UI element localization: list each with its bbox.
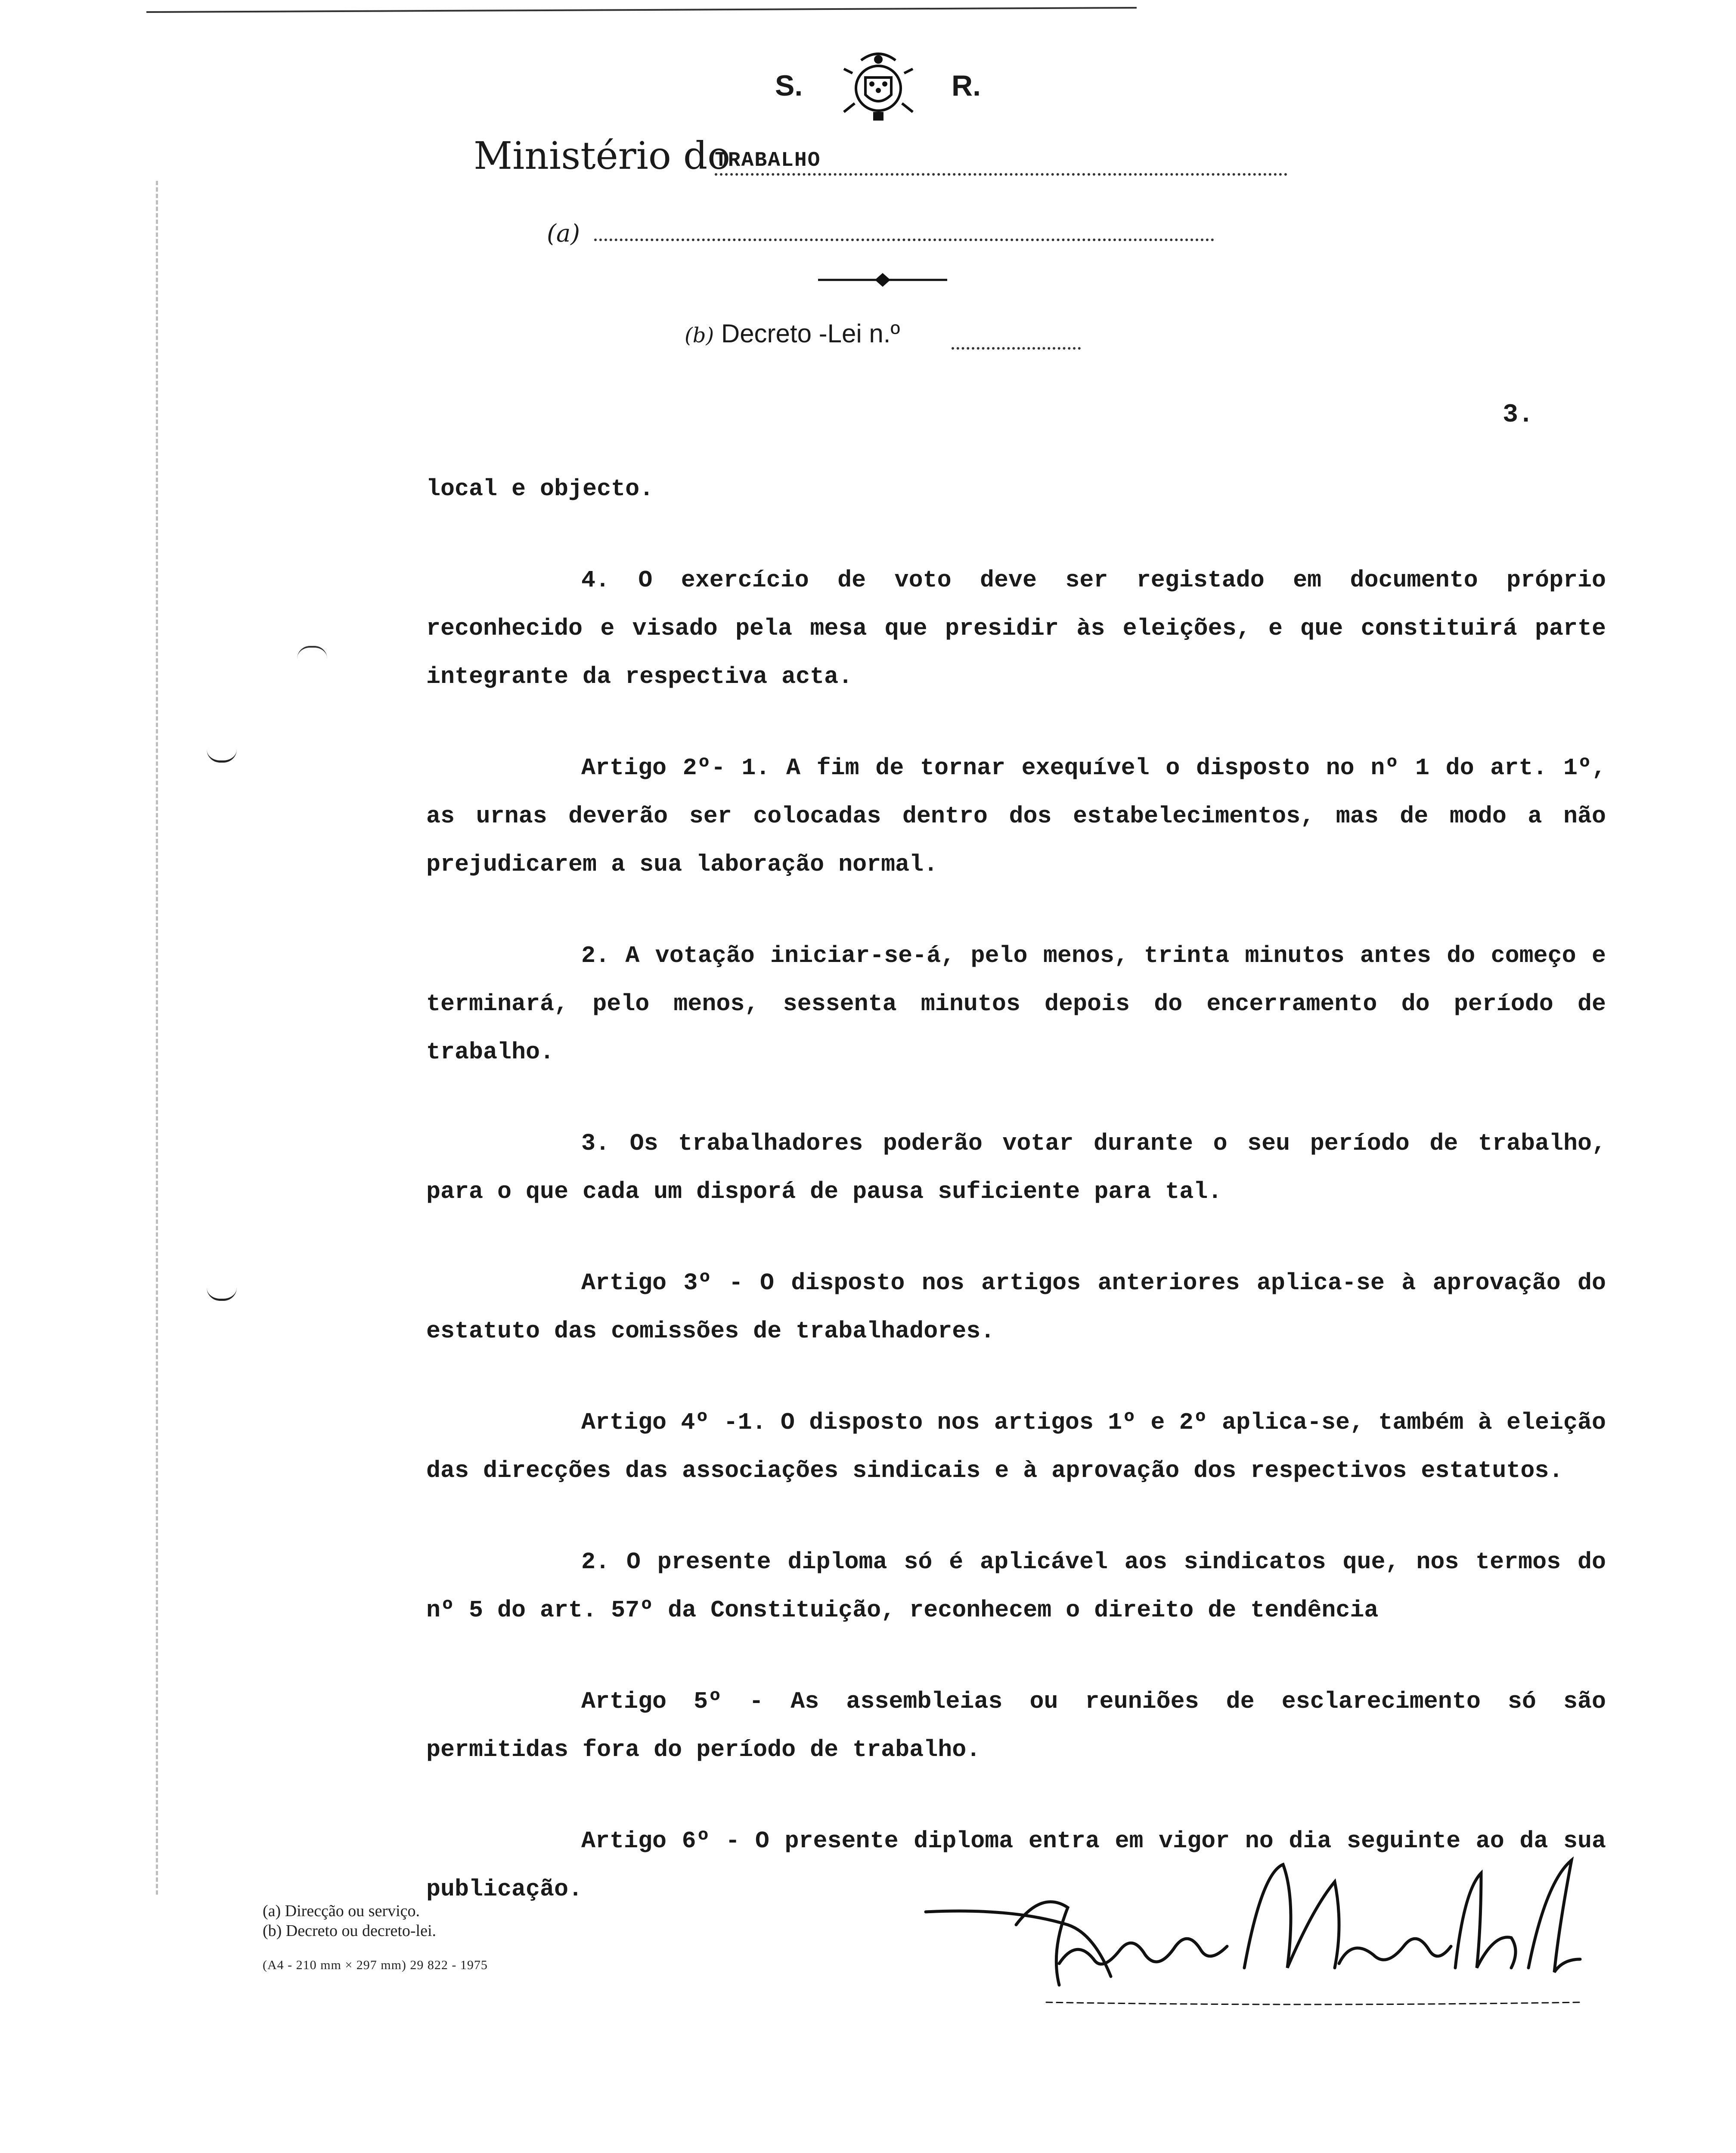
paragraph-text: Artigo 5º - As assembleias ou reuniões de esclarecimento só são permitidas fora do período de trabalho. [426, 1688, 1606, 1763]
ministry-value: TRABALHO [715, 149, 821, 172]
fill-line [594, 239, 1214, 241]
service-line [547, 211, 1218, 250]
article-paragraph [426, 744, 1606, 889]
article-paragraph [426, 932, 1606, 1076]
decree-marker: (b) [685, 323, 714, 347]
paragraph-text: Artigo 3º - O disposto nos artigos anteriores aplica-se à aprovação do estatuto das comissões de trabalhadores. [426, 1269, 1606, 1345]
paragraph-text: 4. O exercício de voto deve ser registado em documento próprio reconhecido e visado pela mesa que presidir às eleições, e que constituirá parte integrante da respectiva acta. [426, 567, 1606, 690]
scan-mark [297, 646, 327, 659]
paragraph-text: Artigo 4º -1. O disposto nos artigos 1º e 2º aplica-se, também à eleição das direcções das associações sindicais e à aprovação dos respectivos estatutos. [426, 1409, 1606, 1484]
paragraph-text: 2. O presente diploma só é aplicável aos sindicatos que, nos termos do nº 5 do art. 57º da Constituição, reconhecem o direito de tendência [426, 1548, 1606, 1624]
paragraph-text: local e objecto. [426, 475, 654, 503]
coat-of-arms-icon [835, 47, 921, 125]
decree-label-text: Decreto -Lei n.º [721, 319, 900, 348]
decree-label [685, 319, 900, 348]
decree-line [685, 310, 1115, 357]
header-letter-s: S. [775, 69, 803, 102]
footnote-a: (a) Direcção ou serviço. [263, 1902, 420, 1920]
republic-header [749, 47, 1016, 133]
handwritten-signature [917, 1839, 1606, 2020]
paragraph-text: Artigo 6º - O presente diploma entra em vigor no dia seguinte ao da sua publicação. [426, 1827, 1606, 1903]
document-body [426, 465, 1606, 1957]
continuation-paragraph [426, 465, 1606, 513]
article-paragraph [426, 1120, 1606, 1216]
ministry-label: Ministério do [474, 133, 731, 178]
article-paragraph [426, 556, 1606, 701]
paragraph-text: 2. A votação iniciar-se-á, pelo menos, trinta minutos antes do começo e terminará, pelo menos, sessenta minutos depois do encerramento do período de trabalho. [426, 942, 1606, 1066]
page-number: 3. [1503, 400, 1534, 430]
header-letter-r: R. [952, 69, 981, 102]
scan-mark [207, 1287, 237, 1301]
article-paragraph [426, 1678, 1606, 1774]
paragraph-text: Artigo 2º- 1. A fim de tornar exequível o disposto no nº 1 do art. 1º, as urnas deverão ser colocadas dentro dos estabelecimentos, mas de modo a não prejudicarem a sua laboração normal. [426, 754, 1606, 878]
fill-line [715, 173, 1287, 176]
footnotes [263, 1901, 650, 1975]
footnote-b: (b) Decreto ou decreto-lei. [263, 1922, 437, 1940]
scan-left-edge [156, 181, 158, 1895]
divider-ornament [818, 271, 947, 289]
fill-line [952, 347, 1081, 350]
paragraph-text: 3. Os trabalhadores poderão votar durante o seu período de trabalho, para o que cada um disporá de pausa suficiente para tal. [426, 1130, 1606, 1205]
scan-top-edge [146, 7, 1137, 13]
article-paragraph [426, 1399, 1606, 1495]
article-paragraph [426, 1259, 1606, 1356]
service-line-label: (a) [547, 220, 580, 248]
article-paragraph [426, 1538, 1606, 1635]
scan-mark [207, 749, 237, 763]
form-reference: (A4 - 210 mm × 297 mm) 29 822 - 1975 [263, 1958, 488, 1972]
ministry-line [474, 129, 1292, 185]
